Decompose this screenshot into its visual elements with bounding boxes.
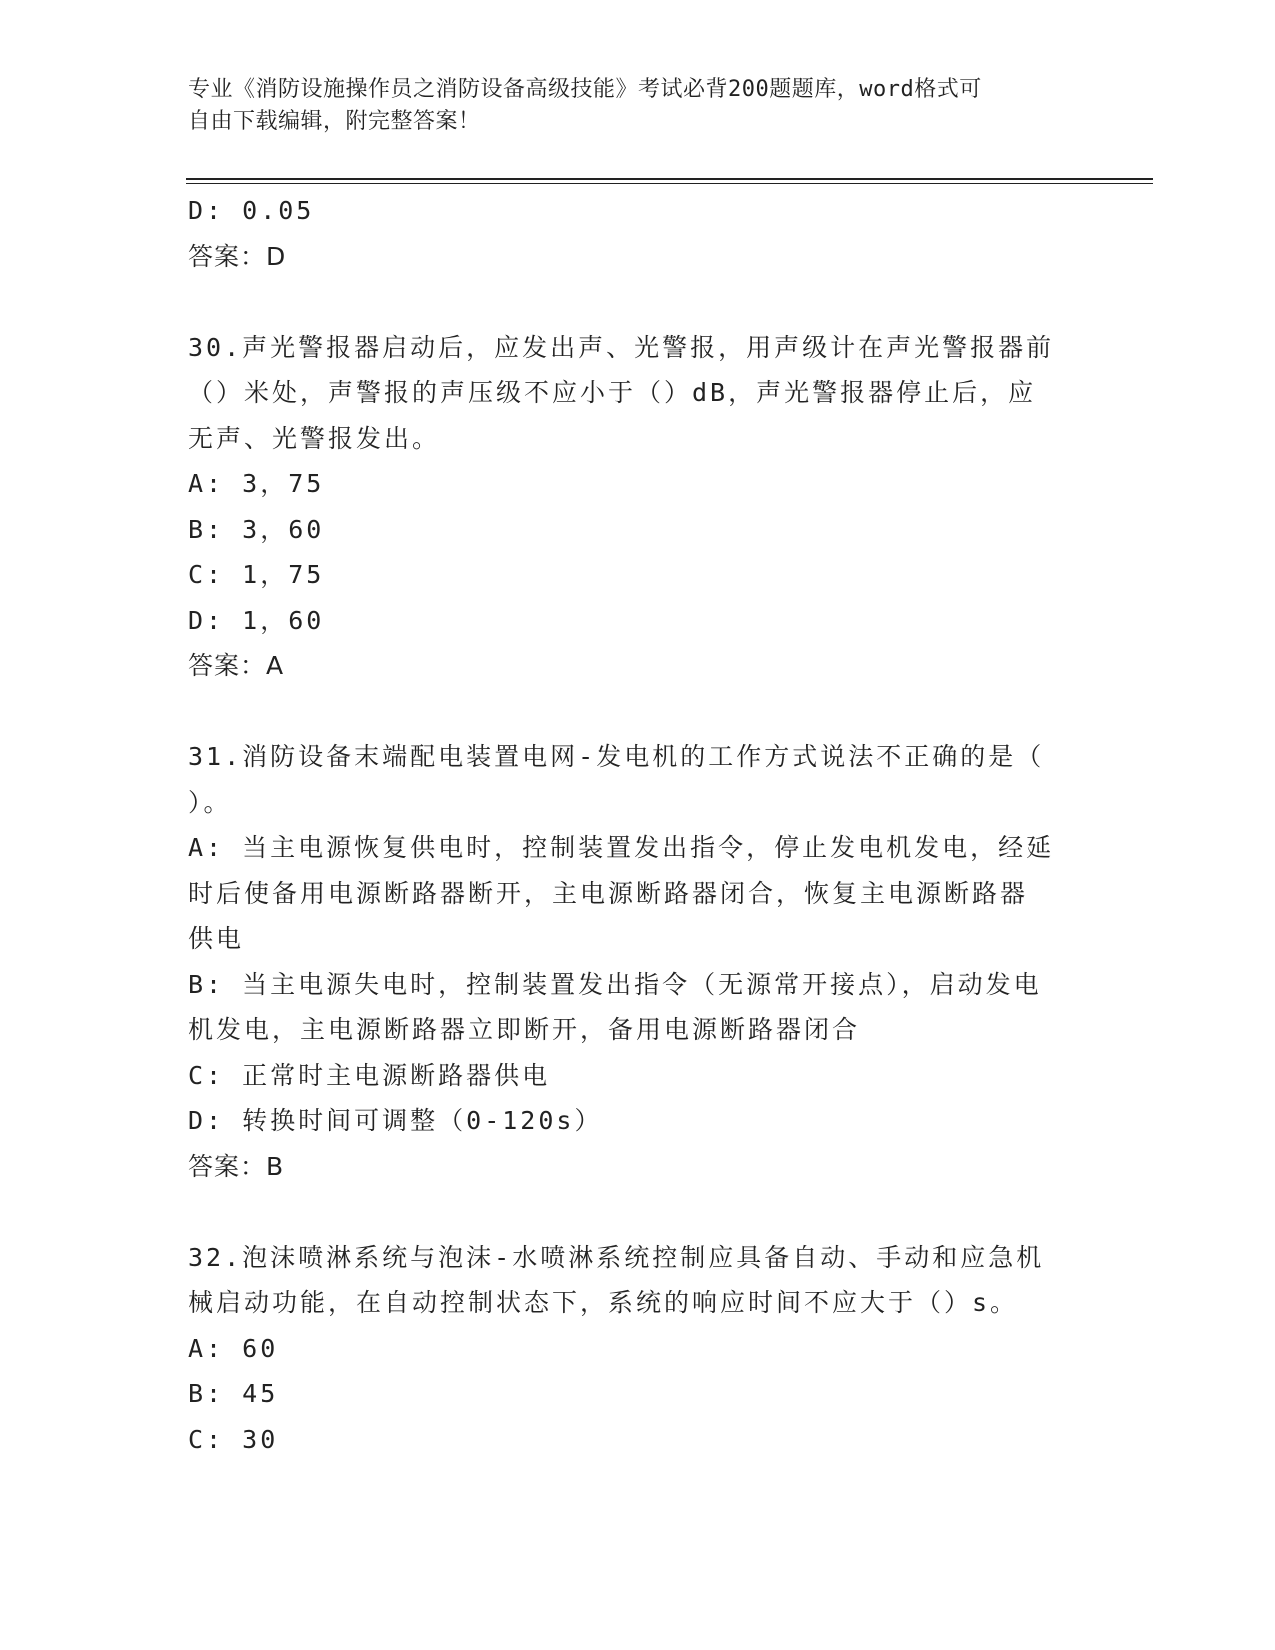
header-divider-thin <box>186 183 1153 184</box>
question-30-line-3: 无声、光警报发出。 <box>188 423 441 453</box>
question-list <box>188 188 1088 1462</box>
option-a-line-1: A: 当主电源恢复供电时，控制装置发出指令，停止发电机发电，经延 <box>188 833 1055 862</box>
option-c: C: 正常时主电源断路器供电 <box>188 1060 551 1090</box>
header-line-2: 自由下载编辑，附完整答案！ <box>188 109 481 134</box>
option-c: C: 30 <box>188 1424 279 1454</box>
question-30-line-1: 30.声光警报器启动后，应发出声、光警报，用声级计在声光警报器前 <box>188 332 1055 362</box>
question-32 <box>188 1235 1088 1463</box>
option-b: B: 3，60 <box>188 514 325 544</box>
option-a: A: 60 <box>188 1333 279 1363</box>
question-32-line-2: 械启动功能，在自动控制状态下，系统的响应时间不应大于（）s。 <box>188 1288 1019 1317</box>
option-d: D: 转换时间可调整（0-120s） <box>188 1106 603 1135</box>
option-a-line-3: 供电 <box>188 924 245 953</box>
header-line-1: 专业《消防设施操作员之消防设备高级技能》考试必背200题题库，word格式可 <box>188 77 982 102</box>
answer-text: 答案：B <box>188 1151 285 1181</box>
question-31 <box>188 734 1088 1189</box>
option-c: C: 1，75 <box>188 560 325 589</box>
question-32-line-1: 32.泡沫喷淋系统与泡沫-水喷淋系统控制应具备自动、手动和应急机 <box>188 1242 1045 1272</box>
answer-text: 答案：A <box>188 651 285 680</box>
option-d: D: 1，60 <box>188 605 325 635</box>
option-b: B: 45 <box>188 1379 279 1408</box>
previous-question-tail <box>188 188 1088 279</box>
question-30 <box>188 325 1088 689</box>
answer-text: 答案：D <box>188 241 287 271</box>
spacer <box>188 279 1088 325</box>
question-30-line-2: （）米处，声警报的声压级不应小于（）dB，声光警报器停止后，应 <box>188 378 1037 407</box>
document-header <box>188 74 1068 138</box>
spacer <box>188 1189 1088 1235</box>
option-a-line-2: 时后使备用电源断路器断开，主电源断路器闭合，恢复主电源断路器 <box>188 878 1029 908</box>
option-a: A: 3，75 <box>188 469 325 498</box>
option-b-line-2: 机发电，主电源断路器立即断开，备用电源断路器闭合 <box>188 1015 861 1044</box>
option-d: D: 0.05 <box>188 196 315 225</box>
spacer <box>188 689 1088 735</box>
header-divider-thick <box>186 178 1153 180</box>
question-31-line-1: 31.消防设备末端配电装置电网-发电机的工作方式说法不正确的是（ <box>188 742 1045 771</box>
option-b-line-1: B: 当主电源失电时，控制装置发出指令（无源常开接点），启动发电 <box>188 969 1042 999</box>
question-31-line-2: ）。 <box>188 787 232 817</box>
